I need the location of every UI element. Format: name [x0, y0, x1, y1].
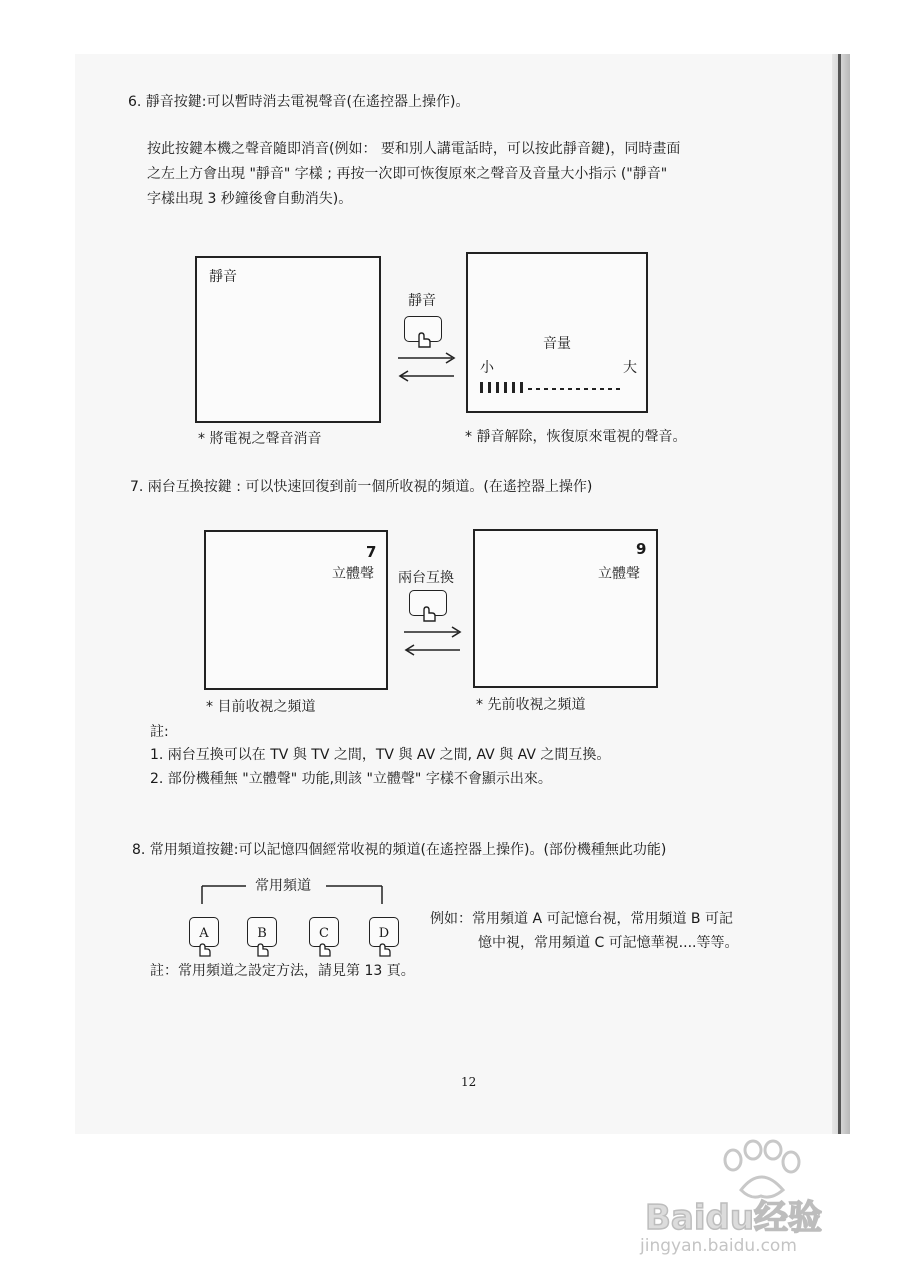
tv-screen-previous-channel [473, 529, 658, 688]
tv-screen-muted [195, 256, 381, 423]
previous-stereo-label: 立體聲 [598, 566, 640, 582]
volume-segment-empty [552, 388, 556, 390]
channel-swap-button[interactable] [409, 590, 447, 616]
section7-caption-left: * 目前收視之頻道 [206, 699, 316, 715]
previous-channel-number: 9 [636, 540, 647, 558]
section7-note-2: 2. 部份機種無 "立體聲" 功能,則該 "立體聲" 字樣不會顯示出來。 [150, 771, 552, 787]
volume-segment-empty [584, 388, 588, 390]
section8-heading: 8. 常用頻道按鍵:可以記憶四個經常收視的頻道(在遙控器上操作)。(部份機種無此功能) [132, 842, 667, 858]
volume-max-label: 大 [623, 360, 637, 376]
favorite-button-a[interactable] [189, 917, 219, 947]
swap-arrows-icon [402, 624, 472, 664]
toggle-arrows-icon [396, 350, 466, 390]
hand-pointer-icon [310, 918, 338, 958]
volume-segment-empty [528, 388, 532, 390]
section7-note-1: 1. 兩台互換可以在 TV 與 TV 之間，TV 與 AV 之間, AV 與 AV 之間互換。 [150, 747, 611, 763]
mute-button-caption: 靜音 [408, 293, 436, 309]
mute-button[interactable] [404, 316, 442, 342]
volume-min-label: 小 [480, 360, 494, 376]
watermark-brand: Baidu经验 [645, 1198, 823, 1238]
favorite-button-b[interactable] [247, 917, 277, 947]
current-stereo-label: 立體聲 [332, 566, 374, 582]
section6-paragraph-line3: 字樣出現 3 秒鐘後會自動消失)。 [147, 191, 353, 207]
favorite-button-c-label: C [319, 926, 329, 941]
volume-segment-empty [592, 388, 596, 390]
favorite-channels-label: 常用頻道 [255, 878, 311, 894]
section8-note: 註：常用頻道之設定方法，請見第 13 頁。 [150, 963, 415, 979]
tv-screen-volume [466, 252, 648, 413]
page-number: 12 [461, 1075, 477, 1089]
hand-pointer-icon [405, 317, 441, 351]
section6-heading: 6. 靜音按鍵:可以暫時消去電視聲音(在遙控器上操作)。 [128, 94, 470, 110]
favorite-button-d[interactable] [369, 917, 399, 947]
current-channel-number: 7 [366, 543, 377, 561]
volume-segment-empty [608, 388, 612, 390]
mute-overlay-label: 靜音 [209, 269, 237, 285]
section6-paragraph-line1: 按此按鍵本機之聲音隨即消音(例如： 要和別人講電話時，可以按此靜音鍵)，同時畫面 [147, 141, 681, 157]
volume-segment-filled [496, 382, 499, 393]
hand-pointer-icon [248, 918, 276, 958]
baidu-watermark [640, 1140, 860, 1265]
hand-pointer-icon [410, 591, 446, 625]
page-binding-edge [832, 54, 850, 1134]
volume-segment-filled [504, 382, 507, 393]
section6-caption-right: * 靜音解除，恢復原來電視的聲音。 [465, 429, 687, 445]
volume-segment-empty [560, 388, 564, 390]
section6-paragraph-line2: 之左上方會出現 "靜音" 字樣 ; 再按一次即可恢復原來之聲音及音量大小指示 ("靜音" [147, 166, 668, 182]
hand-pointer-icon [370, 918, 398, 958]
hand-pointer-icon [190, 918, 218, 958]
watermark-url: jingyan.baidu.com [640, 1236, 797, 1256]
volume-segment-empty [576, 388, 580, 390]
favorite-button-b-label: B [257, 926, 267, 941]
volume-segment-filled [480, 382, 483, 393]
section7-heading: 7. 兩台互換按鍵 : 可以快速回復到前一個所收視的頻道。(在遙控器上操作) [130, 479, 593, 495]
volume-segment-filled [520, 382, 523, 393]
section6-caption-left: * 將電視之聲音消音 [198, 431, 322, 447]
favorite-button-c[interactable] [309, 917, 339, 947]
volume-level-bar [480, 382, 640, 394]
favorite-button-a-label: A [199, 926, 209, 941]
tv-screen-current-channel [204, 530, 388, 690]
section7-note-title: 註: [150, 724, 169, 740]
volume-segment-filled [512, 382, 515, 393]
volume-segment-empty [568, 388, 572, 390]
volume-segment-empty [544, 388, 548, 390]
section8-example-line1: 例如：常用頻道 A 可記憶台視，常用頻道 B 可記 [430, 911, 733, 927]
page-binding-line [838, 54, 841, 1134]
section8-example-line2: 憶中視，常用頻道 C 可記憶華視....等等。 [478, 935, 739, 951]
volume-segment-empty [600, 388, 604, 390]
favorite-button-d-label: D [378, 926, 390, 941]
volume-label: 音量 [543, 336, 571, 352]
volume-segment-empty [616, 388, 620, 390]
section7-caption-right: * 先前收視之頻道 [476, 697, 586, 713]
swap-button-caption: 兩台互換 [398, 570, 454, 586]
volume-segment-filled [488, 382, 491, 393]
volume-segment-empty [536, 388, 540, 390]
